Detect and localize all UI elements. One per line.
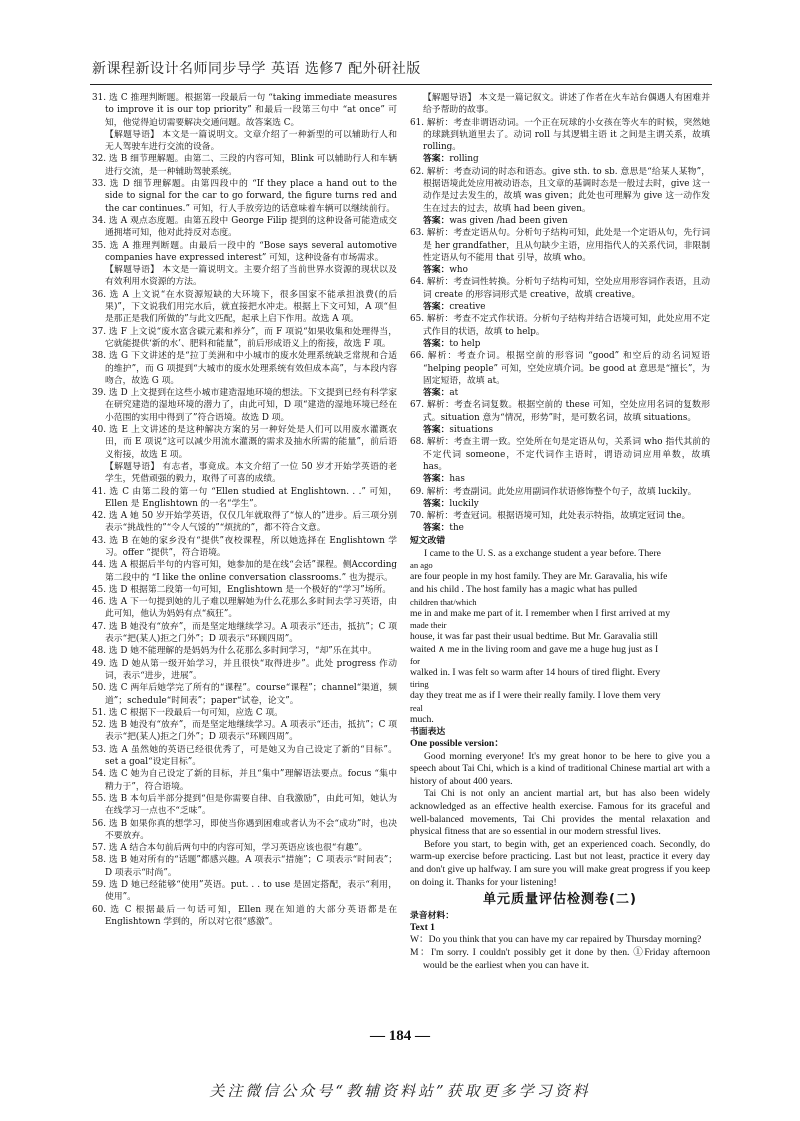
answer-item: 59. 选 D 她已经能够“使用”英语。put. . . to use 是固定搭配，表示“利用，使用”。 [92, 880, 397, 903]
answer-value: situations [449, 425, 494, 436]
grammar-explanation: 68. 解析：考查主谓一致。空处所在句是定语从句，关系词 who 指代其前的不定代词 someone，不定代词作主语时，谓语动词应用单数，故填 has。 [410, 437, 710, 472]
correction-fix: made their [410, 619, 447, 630]
answer-label: 答案： [423, 425, 450, 436]
answer-item: 49. 选 D 她从第一级开始学习，并且很快“取得进步”。此处 progress 作动词，表示“进步，进展”。 [92, 658, 397, 681]
answer-item: 54. 选 C 她为自己设定了新的目标，并且“集中”理解语法要点。focus “集中精力于”，符合语境。 [92, 769, 397, 792]
writing-label: 书面表达 [410, 726, 446, 737]
answer-value: who [449, 265, 468, 276]
grammar-explanation: 63. 解析：考查定语从句。分析句子结构可知，此处是一个定语从句，先行词是 her grandfather，且从句缺少主语，应用指代人的关系代词，非限制性定语从句不能用 that 引导，故填 who。 [410, 228, 710, 263]
answer-label: 答案： [423, 388, 450, 399]
section-note: 【解题导语】 本文是一篇说明文。主要介绍了当前世界水资源的现状以及有效利用水资源的方法。 [105, 265, 397, 288]
text-label: Text 1 [410, 921, 435, 933]
answer-label: 答案： [423, 498, 450, 509]
answer-label: 答案： [423, 265, 450, 276]
answer-item: 37. 选 F 上文说“废水富含碳元素和养分”，而 F 项说“如果收集和处理得当，它就能提供‘新的水’、肥料和能量”，前后形成语义上的衔接，故选 F 项。 [92, 326, 397, 349]
correction-label: 短文改错 [410, 535, 446, 546]
answer-value: was given /had been given [449, 215, 568, 226]
answer-item: 42. 选 A 她 50 岁开始学英语，仅仅几年就取得了“惊人的”进步。后三项分别表示“挑战性的”“令人气馁的”“烦扰的”，都不符合文意。 [92, 511, 397, 534]
answer-value: at [449, 388, 459, 399]
answer-label: 答案： [423, 154, 450, 165]
error-correction-passage [410, 547, 710, 726]
answer-item: 39. 选 D 上文提到在这些小城市建造湿地环境的想法。下文提到已经有科学家在研究建造的湿地环境的潜力了，由此可知，D 项“建造的湿地环境已经在小范围的实用中得到了”符合语境。故选 D 项。 [92, 388, 397, 423]
answer-item: 47. 选 B 她没有“放弃”，而是坚定地继续学习。A 项表示“还击，抵抗”；C 项表示“把(某人)拒之门外”；D 项表示“环顾四周”。 [92, 621, 397, 645]
answer-value: luckily [449, 498, 479, 509]
answer-item: 46. 选 A 下一句提到她的儿子难以理解她为什么花那么多时间去学习英语，由此可知，他认为妈妈有点“疯狂”。 [92, 597, 397, 620]
section-note: 【解题导语】 本文是一篇说明文。文章介绍了一种新型的可以辅助行人和无人驾驶车进行交流的设备。 [105, 129, 397, 153]
dialogue-line: M：I'm sorry. I couldn't possibly get it done by then. ①Friday afternoon would be the earliest when you can have it. [410, 947, 710, 971]
grammar-answer [410, 301, 710, 313]
answer-label: 答案： [423, 523, 450, 534]
writing-sample [410, 751, 710, 890]
answer-item: 60. 选 C 根据最后一句话可知，Ellen 现在知道的大部分英语都是在 Englishtown 学到的，所以对它很“感激”。 [92, 904, 397, 927]
correction-line: waited ∧ me in the living room and gave me a huge hug just as I [410, 644, 659, 655]
answer-value: to help [449, 338, 481, 349]
page-number: — 184 — [370, 1028, 430, 1044]
grammar-answer [410, 522, 710, 534]
grammar-answer [410, 424, 710, 436]
answer-item: 33. 选 D 细节理解题。由第四段中的 “If they place a hand out to the side to signal for the car to go forward, the figure turns red and the car continues.” 可知，行人手放旁边的话意味着车辆可以继续前行。 [92, 179, 397, 214]
answer-label: 答案： [423, 338, 450, 349]
correction-line: and his child . The host family has a magic what has pulled [410, 584, 638, 596]
answer-item: 36. 选 A 上文说“在水资源短缺的大环境下，很多国家不能承担浪费(的后果)”，下文说我们用完水后，就直接把水冲走。根据上下文可知，A 项“但是那正是我们所做的”与此文匹配，起承上启下作用。故选 A 项。 [92, 289, 397, 325]
correction-line: me in and make me part of it. I remember when I first arrived at my [410, 607, 671, 619]
grammar-answer [410, 473, 710, 485]
answer-item: 48. 选 D 她不能理解的是妈妈为什么花那么多时间学习，“却”乐在其中。 [92, 646, 377, 657]
grammar-explanation: 66. 解析：考查介词。根据空前的形容词 “good” 和空后的动名词短语 “helping people” 可知，空处应填介词。be good at 意思是“擅长”，为固定短语，故填 at。 [410, 351, 710, 386]
unit-test-title: 单元质量评估检测卷(二) [483, 892, 637, 908]
grammar-explanation: 67. 解析：考查名词复数。根据空前的 these 可知，空处应用名词的复数形式。situation 意为“情况，形势”时，是可数名词，故填 situations。 [410, 400, 710, 423]
grammar-answer [410, 153, 710, 165]
answer-value: the [449, 523, 464, 534]
writing-paragraph: Good morning everyone! It's my great honor to be here to give you a speech about Tai Chi, which is a kind of traditional Chinese martial art with a history of about 400 years. [410, 750, 710, 787]
grammar-explanation: 70. 解析：考查冠词。根据语境可知，此处表示特指，故填定冠词 the。 [410, 511, 691, 522]
answer-item: 51. 选 C 根据下一段最后一句可知，应选 C 项。 [92, 707, 283, 718]
grammar-explanation: 64. 解析：考查词性转换。分析句子结构可知，空处应用形容词作表语，且动词 create 的形容词形式是 creative，故填 creative。 [410, 277, 710, 300]
answer-value: creative [449, 302, 486, 313]
answer-item: 44. 选 A 根据后半句的内容可知，她参加的是在线“会话”课程。侧According 第二段中的 “I like the online conversation classrooms.” 也为提示。 [92, 560, 397, 583]
writing-paragraph: Before you start, to begin with, get an experienced coach. Secondly, do warm-up exercise before practicing. Last but not least, practice it every day and don't give up halfway. I am sure you will make great progress if you keep on doing it. Thanks for your listening! [410, 838, 710, 888]
correction-line: day they treat me as if I were their really family. I love them very [410, 690, 661, 702]
correction-fix: for [410, 656, 421, 667]
correction-fix: real [410, 702, 423, 713]
grammar-answer [410, 387, 710, 399]
grammar-explanation: 62. 解析：考查动词的时态和语态。give sth. to sb. 意思是“给某人某物”，根据语境此处应用被动语态，且文章的基调时态是一般过去时，give 这一动作是过去发生的，故填 was given；此处也可理解为 give 这一动作发生在过去的过去，故填 had been given。 [410, 166, 710, 214]
answer-label: 答案： [423, 474, 450, 485]
answer-item: 53. 选 A 虽然她的英语已经很优秀了，可是她又为自己设定了新的“目标”。set a goal“设定目标”。 [92, 744, 397, 768]
grammar-explanation: 65. 解析：考查不定式作状语。分析句子结构并结合语境可知，此处应用不定式作目的状语，故填 to help。 [410, 314, 710, 337]
correction-line: house, it was far past their usual bedtime. But Mr. Garavalia still [410, 630, 658, 642]
correction-fix: an ago [410, 560, 433, 571]
correction-line: much. [410, 713, 434, 725]
answer-item: 58. 选 B 她对所有的“话题”都感兴趣。A 项表示“措施”；C 项表示“时间表”；D 项表示“时尚”。 [92, 855, 397, 878]
grammar-answer [410, 215, 710, 227]
dialogue-line: W：Do you think that you can have my car repaired by Thursday morning? [410, 934, 702, 946]
header-rule [90, 84, 712, 85]
writing-paragraph: Tai Chi is not only an ancient martial art, but has also been widely acknowledged as an effective health exercise. Famous for its graceful and well-balanced movements, Tai Chi provides the mental relaxation and physical fitness that are so essential in our modern stressful lives. [410, 788, 710, 838]
answer-item: 32. 选 B 细节理解题。由第二、三段的内容可知，Blink 可以辅助行人和车辆进行交流，是一种辅助驾驶系统。 [92, 154, 397, 177]
answer-item: 56. 选 B 如果你真的想学习，即使当你遇到困难或者认为不会“成功”时，也决不要放弃。 [92, 818, 397, 841]
answer-label: 答案： [423, 302, 450, 313]
grammar-answer [410, 338, 710, 350]
grammar-explanation: 61. 解析：考查非谓语动词。一个正在玩球的小女孩在等火车的时候，突然她的球跳到轨道里去了。动词 roll 与其逻辑主语 it 之间是主谓关系，故填 rolling。 [410, 117, 710, 153]
answer-item: 34. 选 A 观点态度题。由第五段中 George Filip 提到的这种设备可能造成交通拥堵可知，他对此持反对态度。 [92, 215, 397, 239]
material-label: 录音材料： [410, 910, 454, 921]
grammar-answer [410, 264, 710, 276]
grammar-explanation: 69. 解析：考查副词。此处应用副词作状语修饰整个句子，故填 luckily。 [410, 486, 697, 497]
answer-item: 31. 选 C 推理判断题。根据第一段最后一句 “taking immediate measures to improve it is our top priority” 和最后一段第三句中 “at once” 可知，他觉得迫切需要解决交通问题。故答案选 C。 [92, 93, 397, 128]
answer-item: 50. 选 C 两年后她学完了所有的“课程”。course“课程”；channel“渠道，频道”；schedule“时间表”；paper“试卷，论文”。 [92, 683, 397, 706]
answer-item: 57. 选 A 结合本句前后两句中的内容可知，学习英语应该也很“有趣”。 [92, 843, 368, 854]
listening-script [410, 934, 710, 972]
correction-fix: children that/which [410, 596, 477, 607]
answer-item: 43. 选 B 在她的家乡没有“提供”夜校课程，所以她选择在 Englishtown 学习。offer “提供”，符合语境。 [92, 535, 397, 558]
answer-value: rolling [449, 154, 479, 165]
version-label: One possible version： [410, 738, 504, 750]
left-column [92, 92, 397, 928]
correction-line: I came to the U. S. as a exchange student a year before. There [424, 547, 661, 559]
answer-item: 38. 选 G 下文讲述的是“拉丁美洲和中小城市的废水处理系统缺乏常规和合适的维护”，而 G 项提到“大城市的废水处理系统有效但成本高”，与本段内容吻合，故选 G 项。 [92, 351, 397, 386]
answer-item: 41. 选 C 由第二段的第一句 “Ellen studied at Englishtown. . .” 可知，Ellen 是 Englishtown 的一名“学生”。 [92, 486, 397, 509]
answer-value: has [449, 474, 465, 485]
running-header: 新课程新设计名师同步导学 英语 选修7 配外研社版 [92, 61, 421, 77]
correction-line: are four people in my host family. They are Mr. Garavalia, his wife [410, 571, 668, 583]
intro-note: 【解题导语】 本文是一篇记叙文。讲述了作者在火车站台偶遇人有困难并给予帮助的故事。 [423, 93, 710, 116]
correction-fix: tiring [410, 679, 429, 690]
correction-line: walked in. I was felt so warm after 14 hours of tired flight. Every [410, 667, 661, 679]
right-column [410, 92, 710, 972]
answer-label: 答案： [423, 215, 450, 226]
answer-item: 40. 选 E 上文讲述的是这种解决方案的另一种好处是人们可以用废水灌溉农田，而 E 项说“这可以减少用流水灌溉的需求及抽水所需的能量”，前后语义衔接，故选 E 项。 [92, 425, 397, 460]
grammar-fill-answers [410, 117, 710, 535]
section-note: 【解题导语】 有志者，事竟成。本文介绍了一位 50 岁才开始学英语的老学生，凭借顽强的毅力，取得了可喜的成绩。 [105, 461, 397, 485]
answer-item: 45. 选 D 根据第二段第一句可知，Englishtown 是一个极好的“学习”场所。 [92, 584, 392, 595]
grammar-answer [410, 498, 710, 510]
answer-item: 55. 选 B 本句后半部分提到“但是你需要自律、自我激励”，由此可知，她认为在线学习一点也不“乏味”。 [92, 793, 397, 817]
answer-item: 52. 选 B 她没有“放弃”，而是坚定地继续学习。A 项表示“还击，抵抗”；C 项表示“把(某人)拒之门外”；D 项表示“环顾四周”。 [92, 720, 397, 743]
footer-note: 关注微信公众号“教辅资料站”获取更多学习资料 [209, 1082, 591, 1100]
answer-item: 35. 选 A 推理判断题。由最后一段中的 “Bose says several automotive companies have expressed interest” 可知，这种设备有市场需求。 [92, 240, 397, 263]
